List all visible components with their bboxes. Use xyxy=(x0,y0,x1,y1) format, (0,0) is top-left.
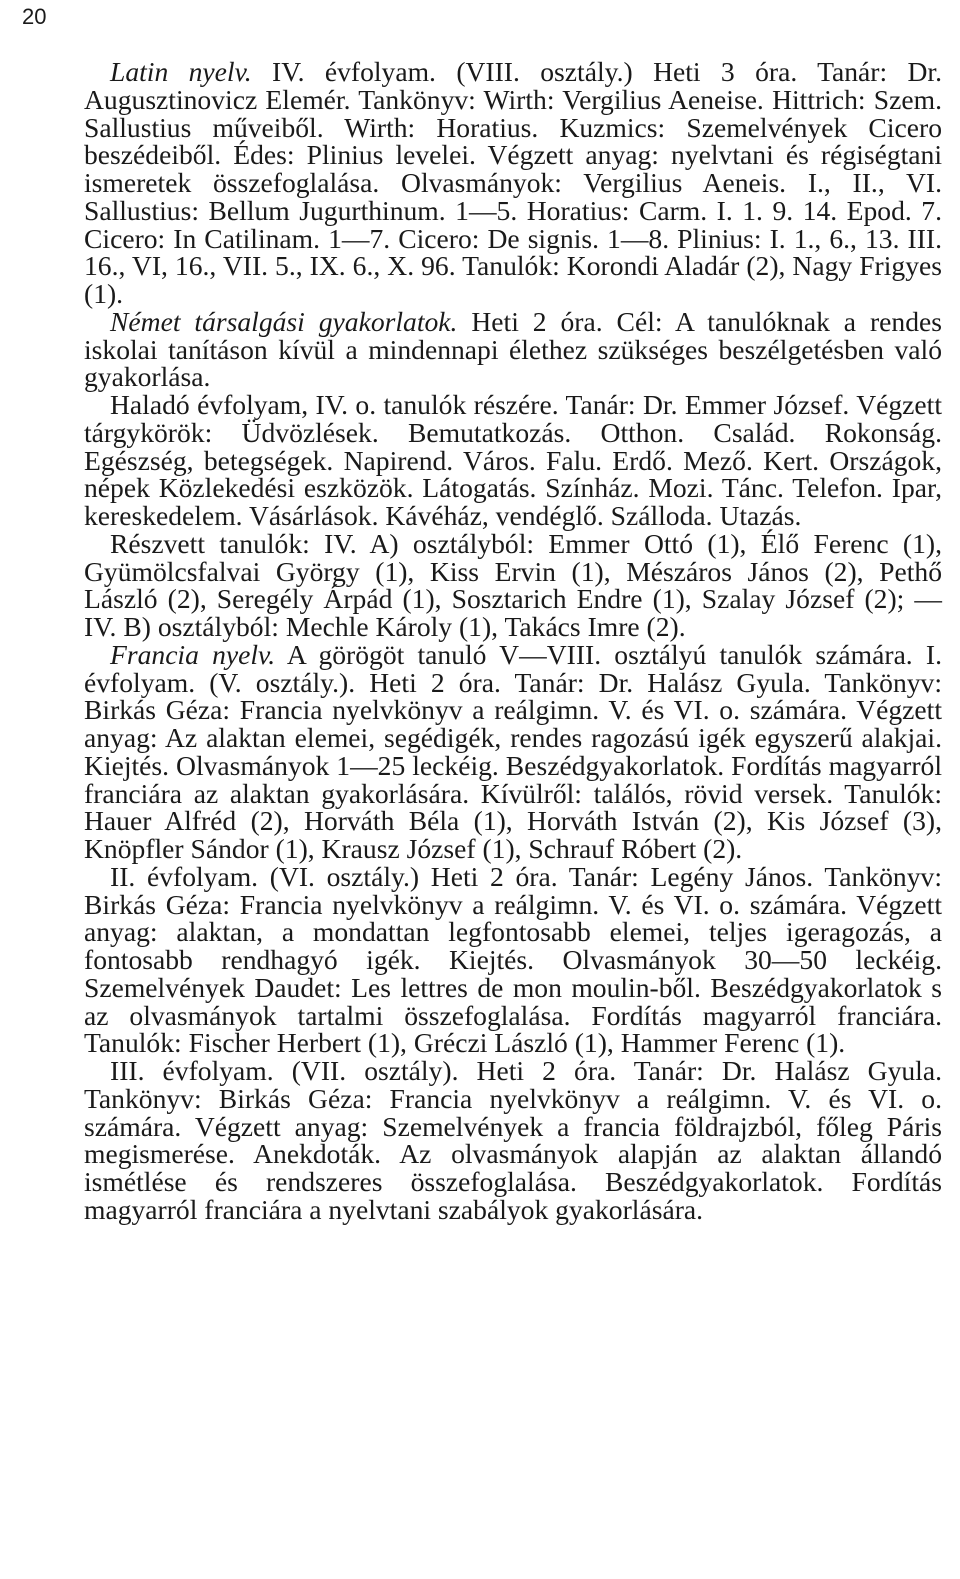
heading-nemet: Német társalgási gyakorlatok. xyxy=(110,305,458,337)
body-text xyxy=(84,58,942,1224)
heading-francia: Francia nyelv. xyxy=(110,638,276,670)
paragraph-latin xyxy=(84,58,942,308)
text-nemet: Heti 2 óra. Cél: A tanulóknak a rendes iskolai tanításon kívül a mindennapi élethez szükséges beszélgetésben való gyakorlása. xyxy=(84,305,942,393)
paragraph-reszvett xyxy=(84,527,942,642)
page-number: 20 xyxy=(22,4,47,29)
paragraph-evfolyam-3 xyxy=(84,1057,942,1224)
text-evfolyam-2: II. évfolyam. (VI. osztály.) Heti 2 óra. Tanár: Legény János. Tankönyv: Birkás Géza: Francia nyelvkönyv a reálgimn. V. és VI. o. számára. Végzett anyag: alaktan, a mondattan legfontosabb elemei, teljes igeragozás, a fontosabb rendhagyó igék. Kiejtés. Olvasmányok 30—50 leckéig. Szemelvények Daudet: Les lettres de mon moulin-ből. Beszédgyakorlatok s az olvasmányok tartalmi összefoglalása. Fordítás magyarról franciára. Tanulók: Fischer Herbert (1), Gréczi László (1), Hammer Ferenc (1). xyxy=(84,860,942,1059)
paragraph-francia xyxy=(84,638,943,864)
text-halado: Haladó évfolyam, IV. o. tanulók részére. Tanár: Dr. Emmer József. Végzett tárgykörök: Üdvözlések. Bemutatkozás. Otthon. Család. Rokonság. Egészség, betegségek. Napirend. Város. Falu. Erdő. Mező. Kert. Országok, népek Közlekedési eszközök. Látogatás. Színház. Mozi. Tánc. Telefon. Ipar, kereskedelem. Vásárlások. Kávéház, vendéglő. Szálloda. Utazás. xyxy=(84,389,942,531)
text-latin: IV. évfolyam. (VIII. osztály.) Heti 3 óra. Tanár: Dr. Augusztinovicz Elemér. Tankönyv: Wirth: Vergilius Aeneise. Hittrich: Szem. Sallustius műveiből. Wirth: Horatius. Kuzmics: Szemelvények Cicero beszédeiből. Édes: Plinius levelei. Végzett anyag: nyelvtani és régiségtani ismeretek összefoglalása. Olvasmányok: Vergilius Aeneis. I., II., VI. Sallustius: Bellum Jugurthinum. 1—5. Horatius: Carm. I. 1. 9. 14. Epod. 7. Cicero: In Catilinam. 1—7. Cicero: De signis. 1—8. Plinius: I. 1., 6., 13. III. 16., VI, 16., VII. 5., IX. 6., X. 96. Tanulók: Korondi Aladár (2), Nagy Frigyes (1). xyxy=(84,56,942,309)
paragraph-halado xyxy=(84,391,942,530)
text-francia: A görögöt tanuló V—VIII. osztályú tanulók számára. I. évfolyam. (V. osztály.). Heti 2 óra. Tanár: Dr. Halász Gyula. Tankönyv: Birkás Géza: Francia nyelvkönyv a reálgimn. V. és VI. o. számára. Végzett anyag: Az alaktan elemei, segédigék, rendes ragozású igék egyszerű alakjai. Kiejtés. Olvasmányok 1—25 leckéig. Beszédgyakorlatok. Fordítás magyarról franciára az alaktan gyakorlására. Kívülről: találós, rövid versek. Tanulók: Hauer Alfréd (2), Horváth Béla (1), Horváth István (2), Kis József (3), Knöpfler Sándor (1), Krausz József (1), Schrauf Róbert (2). xyxy=(84,638,943,864)
text-evfolyam-3: III. évfolyam. (VII. osztály). Heti 2 óra. Tanár: Dr. Halász Gyula. Tankönyv: Birkás Géza: Francia nyelvkönyv a reálgimn. V. és VI. o. számára. Végzett anyag: Szemelvények a francia földrajzból, főleg Páris megismerése. Anekdoták. Az olvasmányok alapján az alaktan állandó ismétlése és rendszeres összefoglalása. Beszédgyakorlatok. Fordítás magyarról franciára a nyelvtani szabályok gyakorlására. xyxy=(84,1055,942,1225)
text-reszvett: Részvett tanulók: IV. A) osztályból: Emmer Ottó (1), Élő Ferenc (1), Gyümölcsfalvai György (1), Kiss Ervin (1), Mészáros János (2), Pethő László (2), Seregély Árpád (1), Sosztarich Endre (1), Szalay József (2); — IV. B) osztályból: Mechle Károly (1), Takács Imre (2). xyxy=(84,527,942,642)
paragraph-nemet xyxy=(84,305,942,393)
heading-latin: Latin nyelv. xyxy=(110,56,252,87)
paragraph-evfolyam-2 xyxy=(84,860,942,1059)
